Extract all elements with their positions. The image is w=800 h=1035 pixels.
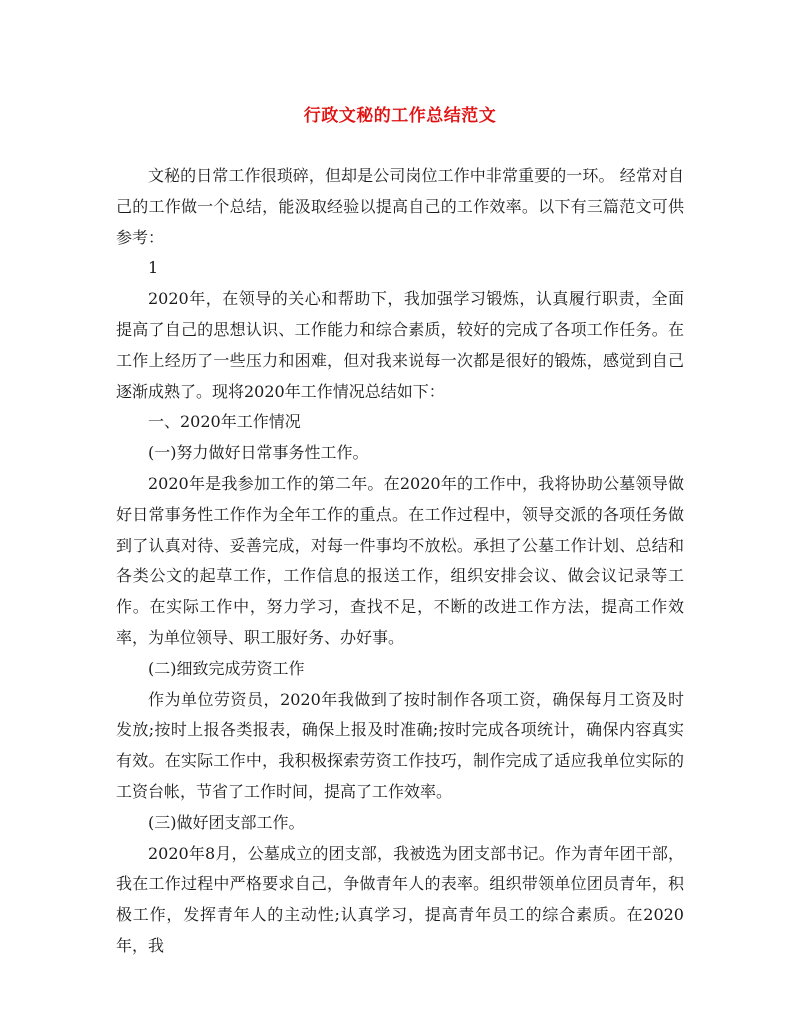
paragraph-section-number: 1 bbox=[148, 258, 159, 278]
paragraph-youth-league: 2020年8月，公墓成立的团支部，我被选为团支部书记。作为青年团干部，我在工作过程中严格要求自己，争做青年人的表率。组织带领单位团员青年，积极工作，发挥青年人的主动性;认真学习，提高青年员工的综合素质。在2020年，我 bbox=[116, 843, 684, 955]
document-body bbox=[116, 161, 684, 962]
paragraph-summary: 2020年，在领导的关心和帮助下，我加强学习锻炼，认真履行职责，全面提高了自己的思想认识、工作能力和综合素质，较好的完成了各项工作任务。在工作上经历了一些压力和困难，但对我来说每一次都是很好的锻炼，感觉到自己逐渐成熟了。现将2020年工作情况总结如下： bbox=[116, 289, 684, 401]
subheading-payroll: (二)细致完成劳资工作 bbox=[148, 658, 305, 678]
heading-section-one: 一、2020年工作情况 bbox=[148, 412, 301, 432]
paragraph-daily-work: 2020年是我参加工作的第二年。在2020年的工作中，我将协助公墓领导做好日常事务性工作作为全年工作的重点。在工作过程中，领导交派的各项任务做到了认真对待、妥善完成，对每一件事均不放松。承担了公墓工作计划、总结和各类公文的起草工作，工作信息的报送工作，组织安排会议、做会议记录等工作。在实际工作中，努力学习，查找不足，不断的改进工作方法，提高工作效率，为单位领导、职工服好务、办好事。 bbox=[116, 473, 684, 647]
subheading-daily-work: (一)努力做好日常事务性工作。 bbox=[148, 443, 369, 463]
document-title: 行政文秘的工作总结范文 bbox=[303, 106, 497, 126]
subheading-youth-league: (三)做好团支部工作。 bbox=[148, 812, 305, 832]
paragraph-intro: 文秘的日常工作很琐碎，但却是公司岗位工作中非常重要的一环。 经常对自己的工作做一个总结，能汲取经验以提高自己的工作效率。以下有三篇范文可供参考： bbox=[116, 166, 684, 247]
paragraph-payroll: 作为单位劳资员，2020年我做到了按时制作各项工资，确保每月工资及时发放;按时上报各类报表，确保上报及时准确;按时完成各项统计，确保内容真实有效。在实际工作中，我积极探索劳资工作技巧，制作完成了适应我单位实际的工资台帐，节省了工作时间，提高了工作效率。 bbox=[116, 689, 684, 801]
